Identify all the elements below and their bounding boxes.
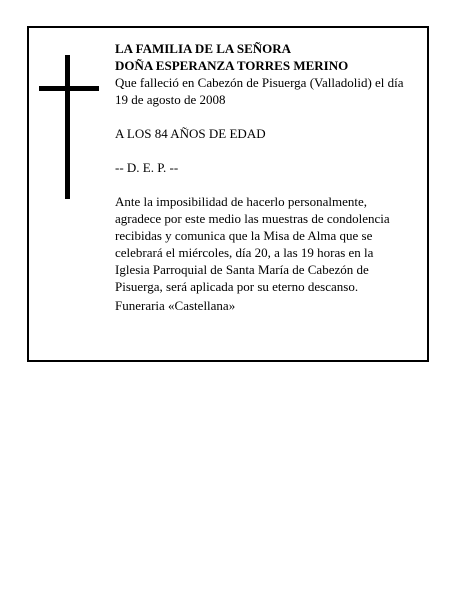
cross-vertical-bar [65, 55, 70, 199]
body-line: celebrará el miércoles, día 20, a las 19 horas en la [115, 245, 374, 260]
body-line: recibidas y comunica que la Misa de Alma que se [115, 228, 373, 243]
body-line: agradece por este medio las muestras de condolencia [115, 211, 390, 226]
deceased-name: DOÑA ESPERANZA TORRES MERINO [115, 58, 349, 73]
spacer [115, 176, 423, 193]
body-line: Ante la imposibilidad de hacerlo personalmente, [115, 194, 367, 209]
death-date-line: 19 de agosto de 2008 [115, 92, 226, 107]
body-line: Iglesia Parroquial de Santa María de Cabezón de [115, 262, 369, 277]
funeral-home: Funeraria «Castellana» [115, 298, 236, 313]
family-line: LA FAMILIA DE LA SEÑORA [115, 41, 292, 56]
spacer [115, 108, 423, 125]
latin-cross-icon [39, 55, 99, 199]
age-line: A LOS 84 AÑOS DE EDAD [115, 126, 266, 141]
spacer [115, 142, 423, 159]
obituary-notice [27, 26, 429, 362]
death-place-line: Que falleció en Cabezón de Pisuerga (Valladolid) el día [115, 75, 404, 90]
rip-line: -- D. E. P. -- [115, 160, 179, 175]
cross-horizontal-bar [39, 86, 99, 91]
body-line: Pisuerga, será aplicada por su eterno descanso. [115, 279, 359, 294]
notice-text [115, 40, 423, 314]
